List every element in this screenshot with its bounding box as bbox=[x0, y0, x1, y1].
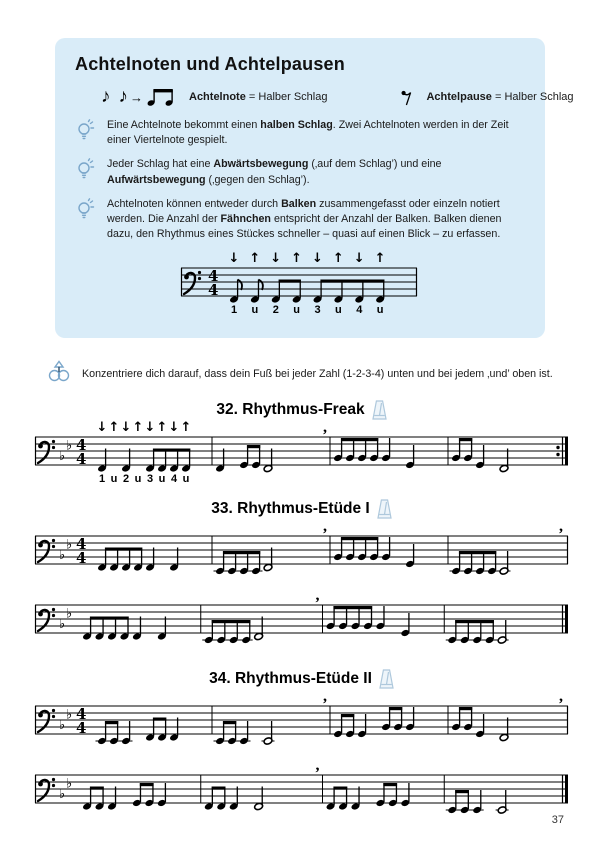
svg-text:,: , bbox=[323, 421, 327, 436]
exercise-32-title-row bbox=[33, 399, 570, 421]
staff-example-counting bbox=[179, 244, 419, 324]
eighth-note-icon: ♪ bbox=[101, 86, 111, 107]
svg-text:♭: ♭ bbox=[66, 707, 73, 723]
metronome-icon bbox=[377, 499, 392, 519]
svg-text:↑: ↑ bbox=[374, 251, 386, 267]
page-number: 37 bbox=[551, 814, 564, 826]
tip-2 bbox=[75, 157, 523, 187]
exercise-34-title: 34. Rhythmus-Etüde II bbox=[209, 670, 372, 687]
staff-33-line-2 bbox=[33, 589, 570, 653]
svg-text:u: u bbox=[293, 304, 300, 317]
svg-text:♭: ♭ bbox=[59, 449, 66, 464]
svg-text:4: 4 bbox=[208, 281, 219, 300]
exercise-32-title: 32. Rhythmus-Freak bbox=[216, 401, 365, 418]
svg-text:3: 3 bbox=[314, 304, 321, 317]
lightbulb-icon bbox=[75, 118, 107, 148]
svg-text:↓: ↓ bbox=[96, 421, 108, 435]
concentration-icon bbox=[46, 358, 82, 389]
svg-text:↓: ↓ bbox=[353, 251, 365, 267]
tip-3 bbox=[75, 197, 523, 243]
note-legend-label: Achtelnote = Halber Schlag bbox=[189, 91, 328, 103]
lightbulb-icon bbox=[75, 197, 107, 243]
exercise-34 bbox=[33, 668, 570, 823]
svg-text:4: 4 bbox=[170, 473, 178, 485]
legend-row bbox=[101, 85, 574, 109]
svg-text:u: u bbox=[158, 473, 166, 485]
foot-tip bbox=[46, 358, 556, 389]
svg-text:u: u bbox=[335, 304, 342, 317]
svg-text:2: 2 bbox=[122, 473, 130, 485]
svg-text:↓: ↓ bbox=[270, 251, 282, 267]
svg-text:♭: ♭ bbox=[59, 617, 66, 632]
svg-text:↓: ↓ bbox=[144, 421, 156, 435]
svg-text:♭: ♭ bbox=[66, 537, 73, 553]
metronome-icon bbox=[372, 400, 387, 420]
exercise-33-title-row bbox=[33, 498, 570, 520]
svg-text:↓: ↓ bbox=[312, 251, 323, 267]
svg-text:↓: ↓ bbox=[120, 421, 132, 435]
svg-text:u: u bbox=[182, 473, 190, 485]
tip-1-text: Eine Achtelnote bekommt einen halben Schlag. Zwei Achtelnoten werden in der Zeit einer Viertelnote gespielt. bbox=[107, 119, 509, 147]
exercise-34-title-row bbox=[33, 668, 570, 690]
svg-text:1: 1 bbox=[230, 304, 238, 317]
staff-34-line-2 bbox=[33, 759, 570, 823]
svg-text:↑: ↑ bbox=[132, 421, 144, 435]
svg-text:,: , bbox=[315, 589, 320, 604]
svg-text:,: , bbox=[323, 690, 327, 705]
svg-text:↓: ↓ bbox=[168, 421, 180, 435]
svg-text:♭: ♭ bbox=[59, 548, 66, 563]
svg-text:♭: ♭ bbox=[59, 787, 66, 802]
svg-text:,: , bbox=[315, 759, 320, 774]
staff-32 bbox=[33, 421, 570, 485]
eighth-rest-icon bbox=[401, 89, 412, 106]
svg-text:4: 4 bbox=[76, 449, 87, 468]
eighth-note-symbols bbox=[101, 86, 175, 108]
svg-text:↑: ↑ bbox=[249, 251, 261, 267]
svg-text:4: 4 bbox=[76, 534, 87, 553]
svg-text:u: u bbox=[376, 304, 384, 317]
foot-tip-text: Konzentriere dich darauf, dass dein Fuß bei jeder Zahl (1-2-3-4) unten und bei jedem ‚und’ oben ist. bbox=[82, 367, 553, 380]
staff-34-line-1 bbox=[33, 690, 570, 754]
svg-text:4: 4 bbox=[76, 704, 87, 723]
svg-text:,: , bbox=[559, 690, 563, 705]
exercise-33-title: 33. Rhythmus-Etüde I bbox=[211, 500, 370, 517]
svg-text:♭: ♭ bbox=[66, 606, 73, 622]
lightbulb-icon bbox=[75, 157, 107, 187]
beamed-eighths-icon bbox=[145, 86, 175, 108]
tip-2-text: Jeder Schlag hat eine Abwärtsbewegung (‚auf dem Schlag’) und eine Aufwärtsbewegung (‚gegen den Schlag’). bbox=[107, 158, 442, 186]
exercise-33 bbox=[33, 498, 570, 653]
svg-text:u: u bbox=[134, 473, 142, 485]
svg-text:↑: ↑ bbox=[156, 421, 168, 435]
svg-text:4: 4 bbox=[76, 718, 87, 737]
svg-text:↑: ↑ bbox=[332, 251, 344, 267]
svg-text:2: 2 bbox=[272, 304, 279, 317]
staff-33-line-1 bbox=[33, 520, 570, 584]
eighth-note-icon: ♪ bbox=[118, 86, 128, 107]
page-title: Achtelnoten und Achtelpausen bbox=[75, 54, 345, 74]
arrow-icon: → bbox=[130, 89, 143, 105]
svg-text:♭: ♭ bbox=[66, 776, 73, 792]
svg-text:↑: ↑ bbox=[291, 251, 303, 267]
tip-1 bbox=[75, 118, 523, 148]
info-box bbox=[55, 38, 574, 338]
svg-text:3: 3 bbox=[146, 473, 154, 485]
rest-legend-label: Achtelpause = Halber Schlag bbox=[426, 91, 574, 103]
svg-text:4: 4 bbox=[76, 548, 87, 567]
metronome-icon bbox=[379, 669, 394, 689]
svg-text:↑: ↑ bbox=[180, 421, 192, 435]
tip-3-text: Achtelnoten können entweder durch Balken zusammengefasst oder einzeln notiert werden. Die Anzahl der Fähnchen entspricht der Anzahl der Balken. Balken dienen dazu, den Rhythmus eines Stückes schneller – quasi auf einen Blick – zu erfassen. bbox=[107, 197, 502, 241]
svg-text:↑: ↑ bbox=[108, 421, 120, 435]
svg-text:↓: ↓ bbox=[228, 251, 240, 267]
svg-text:,: , bbox=[559, 520, 563, 535]
svg-text:4: 4 bbox=[76, 435, 87, 454]
svg-text:4: 4 bbox=[356, 304, 363, 317]
svg-text:♭: ♭ bbox=[66, 438, 73, 454]
svg-text:1: 1 bbox=[98, 473, 106, 485]
svg-text:4: 4 bbox=[208, 267, 219, 286]
exercise-32 bbox=[33, 399, 570, 485]
svg-text:,: , bbox=[323, 520, 327, 535]
svg-text:u: u bbox=[251, 304, 259, 317]
svg-text:♭: ♭ bbox=[59, 718, 66, 733]
svg-text:u: u bbox=[110, 473, 118, 485]
